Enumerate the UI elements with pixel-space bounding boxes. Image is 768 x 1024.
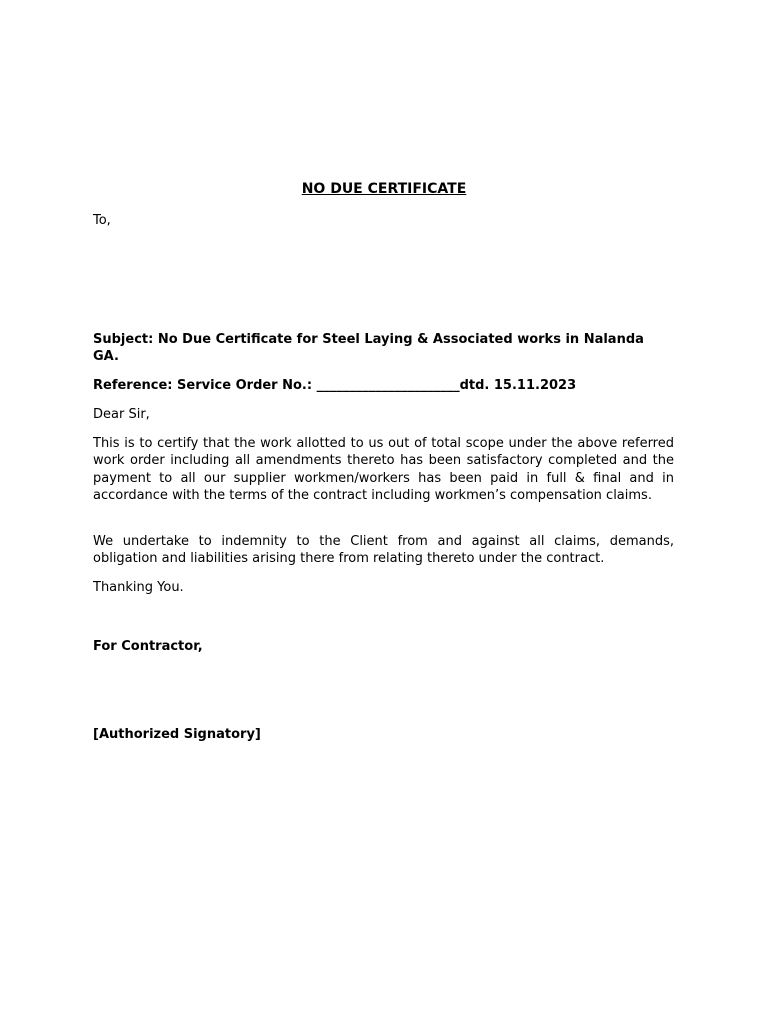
closing-line: Thanking You. [93, 580, 184, 595]
certification-paragraph: This is to certify that the work allotted to us out of total scope under the above referred work order including all amendments thereto has been satisfactory completed and the payment to all our supplier workmen/workers has been paid in full & final and in accordance with the terms of the contract including workmen’s compensation claims. [93, 436, 674, 503]
document-title: NO DUE CERTIFICATE [301, 181, 467, 197]
indemnity-paragraph: We undertake to indemnity to the Client from and against all claims, demands, obligation and liabilities arising there from relating thereto under the contract. [93, 534, 674, 567]
subject-line: Subject: No Due Certificate for Steel Laying & Associated works in Nalanda GA. [93, 332, 644, 365]
reference-line: Reference: Service Order No.: ______________________dtd. 15.11.2023 [93, 378, 577, 393]
salutation: Dear Sir, [93, 407, 150, 422]
recipient-line: To, [93, 213, 111, 228]
authorized-signatory: [Authorized Signatory] [93, 727, 261, 742]
for-contractor-line: For Contractor, [93, 639, 203, 654]
